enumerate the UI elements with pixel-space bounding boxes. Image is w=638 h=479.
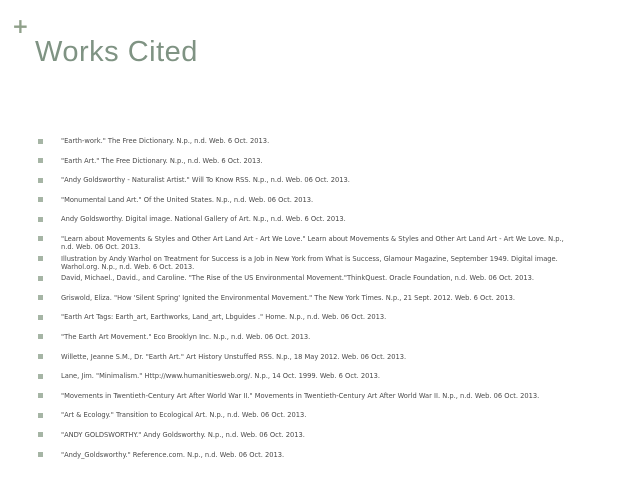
citation-text: "Andy Goldsworthy - Naturalist Artist." Will To Know RSS. N.p., n.d. Web. 06 Oct. 2013. <box>61 176 350 185</box>
citation-text: "Movements in Twentieth-Century Art After World War II." Movements in Twentieth-Century Art After World War II. N.p., n.d. Web. 06 Oct. 2013. <box>61 391 540 400</box>
citation-text: Lane, Jim. "Minimalism." Http://www.humanitiesweb.org/. N.p., 14 Oct. 1999. Web. 6 Oct. 2013. <box>61 372 381 381</box>
list-item <box>38 137 618 157</box>
citation-text: Willette, Jeanne S.M., Dr. "Earth Art." Art History Unstuffed RSS. N.p., 18 May 2012. Web. 06 Oct. 2013. <box>61 352 407 361</box>
bullet-icon <box>38 432 43 437</box>
list-item <box>38 431 618 451</box>
list-item <box>38 392 618 412</box>
plus-accent-icon: + <box>12 14 29 38</box>
list-item <box>38 313 618 333</box>
works-cited-list <box>38 137 618 470</box>
slide-title: Works Cited <box>35 36 198 68</box>
bullet-icon <box>38 276 43 281</box>
bullet-icon <box>38 139 43 144</box>
bullet-icon <box>38 295 43 300</box>
list-item <box>38 196 618 216</box>
list-item <box>38 215 618 235</box>
bullet-icon <box>38 354 43 359</box>
citation-text: Griswold, Eliza. "How 'Silent Spring' Ignited the Environmental Movement." The New York Times. N.p., 21 Sept. 2012. Web. 6 Oct. 2013. <box>61 293 515 302</box>
citation-text: "Andy_Goldsworthy." Reference.com. N.p., n.d. Web. 06 Oct. 2013. <box>61 450 285 459</box>
list-item <box>38 255 618 275</box>
citation-text: "Art & Ecology." Transition to Ecological Art. N.p., n.d. Web. 06 Oct. 2013. <box>61 411 307 420</box>
bullet-icon <box>38 374 43 379</box>
list-item <box>38 411 618 431</box>
bullet-icon <box>38 393 43 398</box>
list-item <box>38 353 618 373</box>
citation-text: "The Earth Art Movement." Eco Brooklyn Inc. N.p., n.d. Web. 06 Oct. 2013. <box>61 332 311 341</box>
list-item <box>38 294 618 314</box>
citation-text: "Earth Art." The Free Dictionary. N.p., n.d. Web. 6 Oct. 2013. <box>61 156 263 165</box>
list-item <box>38 451 618 471</box>
list-item <box>38 157 618 177</box>
citation-text: David, Michael., David., and Caroline. "The Rise of the US Environmental Movement."ThinkQuest. Oracle Foundation, n.d. Web. 06 Oct. 2013. <box>61 274 534 283</box>
citation-text: Andy Goldsworthy. Digital image. National Gallery of Art. N.p., n.d. Web. 6 Oct. 2013. <box>61 215 346 224</box>
citation-text: Illustration by Andy Warhol on Treatment for Success is a Job in New York from What is Success, Glamour Magazine, September 1949. Digital image. Warhol.org. N.p., n.d. Web. 6 Oct. 2013. <box>61 254 558 271</box>
bullet-icon <box>38 256 43 261</box>
bullet-icon <box>38 315 43 320</box>
bullet-icon <box>38 158 43 163</box>
list-item <box>38 176 618 196</box>
citation-text: "Learn about Movements & Styles and Other Art Land Art - Art We Love." Learn about Movements & Styles and Other Art Land Art - Art We Love. N.p., n.d. Web. 06 Oct. 2013. <box>61 234 564 251</box>
citation-text: "Earth-work." The Free Dictionary. N.p., n.d. Web. 6 Oct. 2013. <box>61 137 270 145</box>
bullet-icon <box>38 334 43 339</box>
bullet-icon <box>38 178 43 183</box>
bullet-icon <box>38 197 43 202</box>
bullet-icon <box>38 413 43 418</box>
citation-text: "Earth Art Tags: Earth_art, Earthworks, Land_art, Lbguides ." Home. N.p., n.d. Web. 06 Oct. 2013. <box>61 313 387 322</box>
citation-text: "Monumental Land Art." Of the United States. N.p., n.d. Web. 06 Oct. 2013. <box>61 195 314 204</box>
bullet-icon <box>38 217 43 222</box>
list-item <box>38 274 618 294</box>
list-item <box>38 235 618 255</box>
citation-text: "ANDY GOLDSWORTHY." Andy Goldsworthy. N.p., n.d. Web. 06 Oct. 2013. <box>61 430 305 439</box>
bullet-icon <box>38 236 43 241</box>
bullet-icon <box>38 452 43 457</box>
list-item <box>38 372 618 392</box>
list-item <box>38 333 618 353</box>
